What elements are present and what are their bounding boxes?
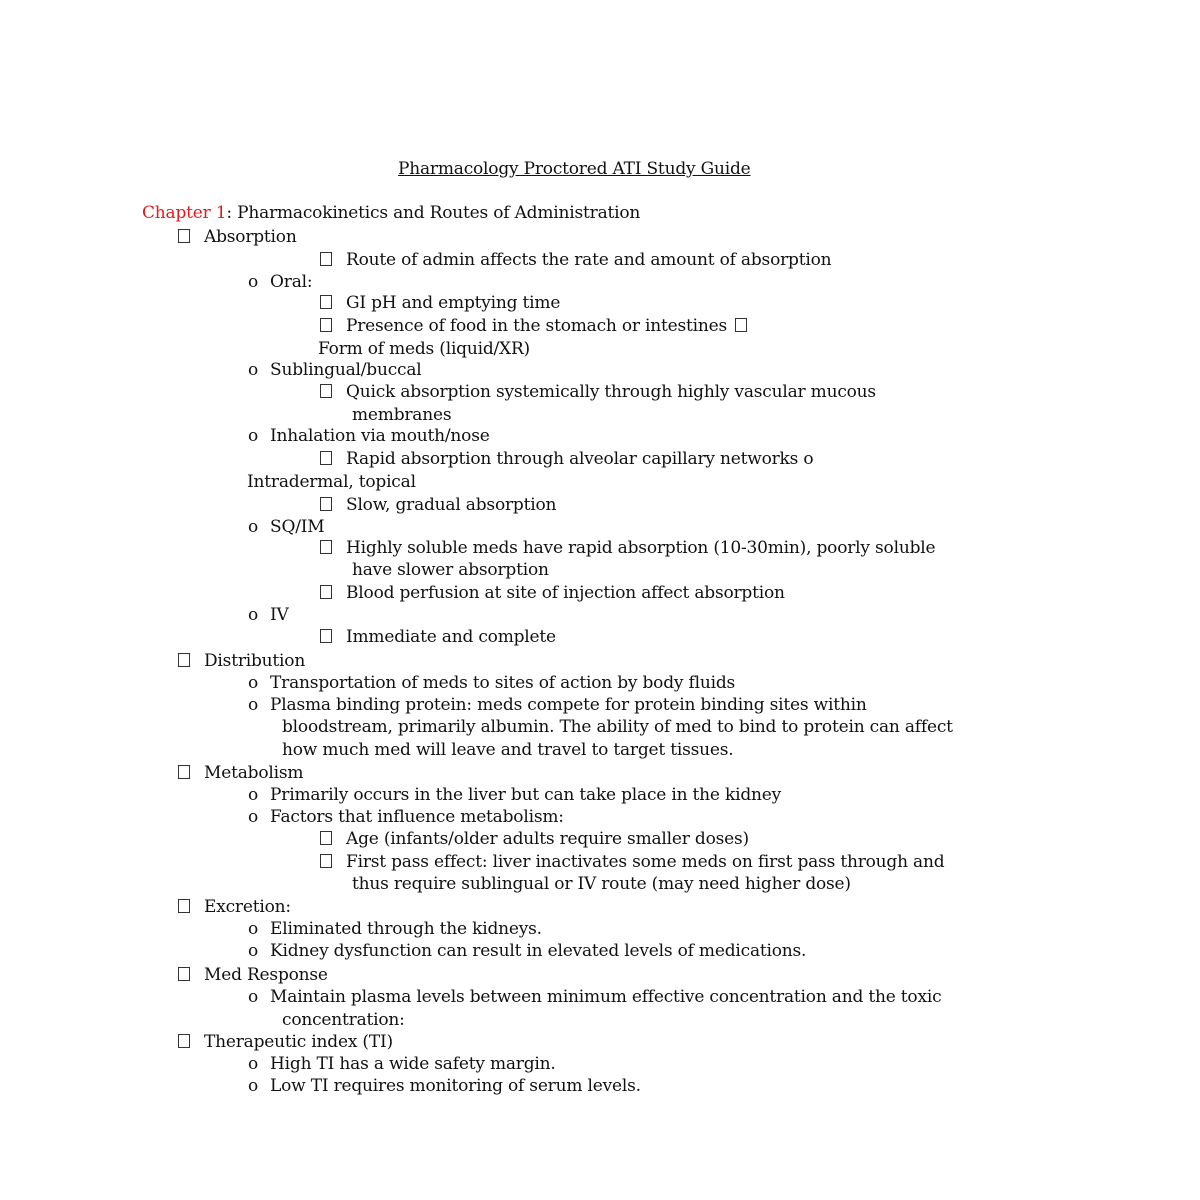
page-title: Pharmacology Proctored ATI Study Guide (398, 159, 751, 179)
checkbox-bullet-icon (320, 497, 332, 511)
circle-bullet-icon: o (248, 941, 259, 961)
circle-bullet-icon: o (248, 605, 259, 625)
checkbox-bullet-icon (320, 585, 332, 599)
circle-bullet-icon: o (248, 987, 259, 1007)
checkbox-bullet-icon (320, 540, 332, 554)
list-item: Route of admin affects the rate and amount of absorption (320, 249, 831, 271)
list-item: have slower absorption (352, 560, 549, 580)
circle-bullet-icon: o (248, 426, 259, 446)
list-item: Intradermal, topical (247, 472, 416, 492)
checkbox-bullet-icon (320, 629, 332, 643)
checkbox-bullet-icon (320, 318, 332, 332)
list-item: o Maintain plasma levels between minimum effective concentration and the toxic (248, 987, 942, 1007)
list-item: o Kidney dysfunction can result in elevated levels of medications. (248, 941, 807, 961)
circle-bullet-icon: o (248, 1076, 259, 1096)
checkbox-bullet-icon (178, 899, 190, 913)
list-item: Blood perfusion at site of injection affect absorption (320, 582, 785, 604)
list-item: GI pH and emptying time (320, 292, 560, 314)
checkbox-bullet-icon (178, 765, 190, 779)
list-item: thus require sublingual or IV route (may need higher dose) (352, 874, 851, 894)
list-item: o Oral: (248, 272, 313, 292)
list-item: o Plasma binding protein: meds compete for protein binding sites within (248, 695, 867, 715)
list-item: Therapeutic index (TI) (178, 1031, 393, 1053)
list-item: Rapid absorption through alveolar capillary networks o (320, 448, 813, 470)
list-item: o Sublingual/buccal (248, 360, 422, 380)
list-item: o Eliminated through the kidneys. (248, 919, 542, 939)
list-item: Distribution (178, 650, 305, 672)
chapter-label: Chapter 1 (142, 203, 227, 223)
list-item: Immediate and complete (320, 626, 556, 648)
list-item: Excretion: (178, 896, 291, 918)
list-item: Age (infants/older adults require smaller doses) (320, 828, 749, 850)
list-item: bloodstream, primarily albumin. The ability of med to bind to protein can affect (282, 717, 953, 737)
list-item: o Transportation of meds to sites of action by body fluids (248, 673, 736, 693)
checkbox-bullet-icon (320, 384, 332, 398)
list-item: o Factors that influence metabolism: (248, 807, 564, 827)
checkbox-bullet-icon (320, 295, 332, 309)
list-item: o IV (248, 605, 289, 625)
circle-bullet-icon: o (248, 1054, 259, 1074)
circle-bullet-icon: o (248, 272, 259, 292)
checkbox-bullet-icon (320, 252, 332, 266)
circle-bullet-icon: o (248, 919, 259, 939)
circle-bullet-icon: o (248, 695, 259, 715)
chapter-title: : Pharmacokinetics and Routes of Administration (226, 203, 641, 223)
circle-bullet-icon: o (248, 807, 259, 827)
list-item: o Primarily occurs in the liver but can take place in the kidney (248, 785, 782, 805)
list-item: Metabolism (178, 762, 303, 784)
list-item: o Low TI requires monitoring of serum levels. (248, 1076, 641, 1096)
checkbox-bullet-icon (320, 451, 332, 465)
circle-bullet-icon: o (248, 785, 259, 805)
chapter-heading (142, 202, 640, 224)
checkbox-bullet-icon (178, 653, 190, 667)
checkbox-bullet-icon (735, 318, 747, 332)
circle-bullet-icon: o (248, 517, 259, 537)
checkbox-bullet-icon (320, 854, 332, 868)
checkbox-bullet-icon (178, 1034, 190, 1048)
list-item: how much med will leave and travel to target tissues. (282, 740, 734, 760)
list-item: Highly soluble meds have rapid absorption (10-30min), poorly soluble (320, 537, 935, 559)
list-item: Absorption (178, 226, 297, 248)
list-item: First pass effect: liver inactivates some meds on first pass through and (320, 851, 944, 873)
checkbox-bullet-icon (178, 967, 190, 981)
checkbox-bullet-icon (178, 229, 190, 243)
list-item: o SQ/IM (248, 517, 325, 537)
list-item: Form of meds (liquid/XR) (318, 339, 530, 359)
list-item: Slow, gradual absorption (320, 494, 556, 516)
list-item: o High TI has a wide safety margin. (248, 1054, 556, 1074)
list-item: concentration: (282, 1010, 405, 1030)
list-item: Quick absorption systemically through highly vascular mucous (320, 381, 876, 403)
circle-bullet-icon: o (248, 673, 259, 693)
circle-bullet-icon: o (248, 360, 259, 380)
list-item: o Inhalation via mouth/nose (248, 426, 490, 446)
list-item: Med Response (178, 964, 328, 986)
list-item: membranes (352, 405, 452, 425)
list-item: Presence of food in the stomach or intestines (320, 315, 747, 337)
checkbox-bullet-icon (320, 831, 332, 845)
